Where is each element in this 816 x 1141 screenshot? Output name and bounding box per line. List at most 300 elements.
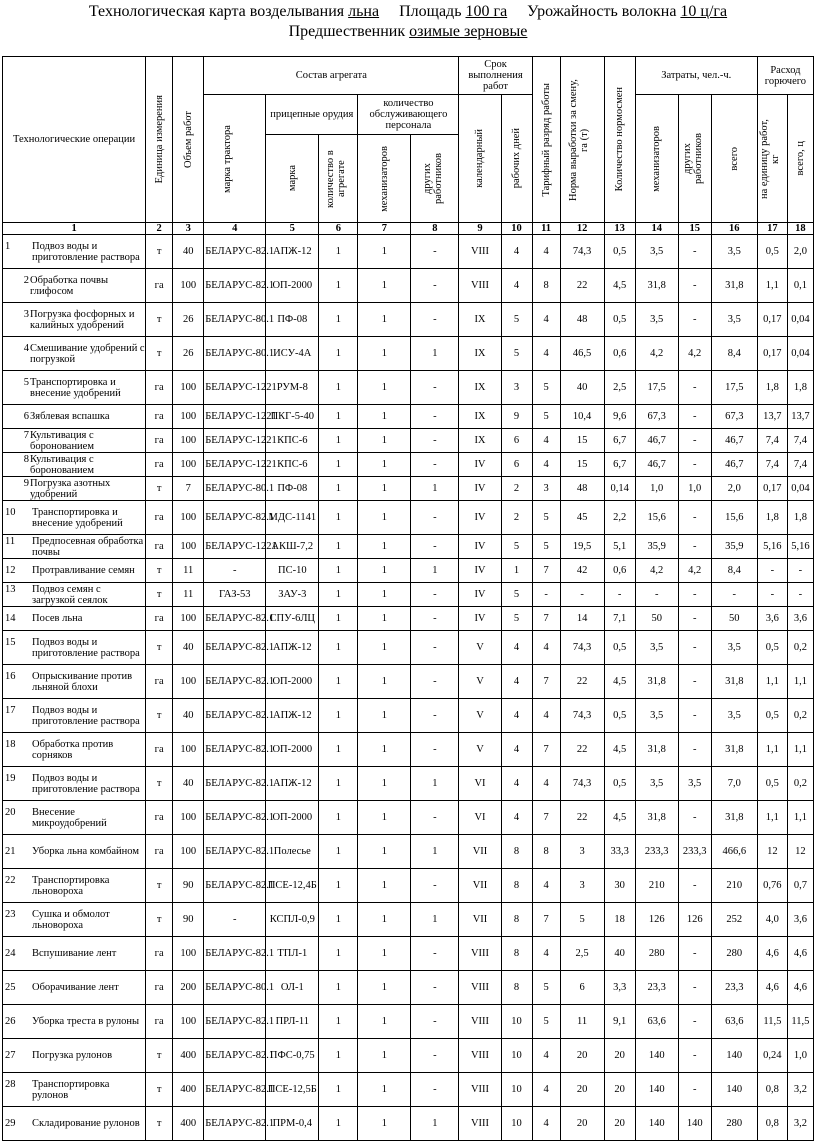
tractor-brand-cell: БЕЛАРУС-82.1: [204, 269, 266, 303]
implement-count-cell: 1: [319, 235, 358, 269]
operation-cell: [3, 1039, 146, 1073]
operation-number: 1: [5, 240, 11, 252]
fuel-total-cell: -: [787, 583, 813, 607]
operation-number: 24: [5, 948, 16, 959]
calendar-term-cell: IV: [459, 583, 501, 607]
tractor-brand-cell: БЕЛАРУС-82.1: [204, 733, 266, 767]
calendar-term-cell: IV: [459, 477, 501, 501]
tariff-grade-cell: 5: [532, 405, 560, 429]
calendar-term-cell: IX: [459, 337, 501, 371]
calendar-term-cell: VI: [459, 767, 501, 801]
operation-name: Посев льна: [32, 613, 83, 624]
workdays-cell: 4: [501, 699, 532, 733]
fuel-total-cell: 1,8: [787, 501, 813, 535]
operation-cell: [3, 477, 146, 501]
fuel-per-unit-cell: 1,1: [757, 269, 787, 303]
column-index-row: [3, 223, 814, 235]
staff-mechanics-cell: 1: [358, 733, 411, 767]
output-norm-cell: 48: [560, 477, 604, 501]
tractor-brand-cell: БЕЛАРУС-80.1: [204, 303, 266, 337]
tariff-grade-cell: 5: [532, 535, 560, 559]
staff-mechanics-cell: 1: [358, 699, 411, 733]
table-row: [3, 303, 814, 337]
calendar-term-cell: IV: [459, 501, 501, 535]
column-index-cell: 13: [604, 223, 635, 235]
labor-other-cell: -: [678, 501, 711, 535]
volume-cell: 26: [173, 337, 204, 371]
output-norm-cell: 22: [560, 733, 604, 767]
labor-mechanics-cell: 140: [635, 1073, 678, 1107]
norm-shifts-cell: 40: [604, 937, 635, 971]
workdays-cell: 8: [501, 903, 532, 937]
implement-count-cell: 1: [319, 903, 358, 937]
workdays-cell: 8: [501, 835, 532, 869]
table-row: [3, 801, 814, 835]
volume-cell: 40: [173, 631, 204, 665]
output-norm-cell: 22: [560, 801, 604, 835]
operation-cell: [3, 1073, 146, 1107]
calendar-term-cell: VIII: [459, 235, 501, 269]
operation-cell: [3, 835, 146, 869]
staff-mechanics-cell: 1: [358, 535, 411, 559]
labor-mechanics-cell: 233,3: [635, 835, 678, 869]
implement-count-cell: 1: [319, 971, 358, 1005]
tractor-brand-cell: БЕЛАРУС-80.1: [204, 477, 266, 501]
operation-name: Подвоз воды и приготовление раствора: [32, 772, 140, 795]
unit-cell: т: [146, 235, 173, 269]
fuel-per-unit-cell: 0,8: [757, 1073, 787, 1107]
tariff-grade-cell: 5: [532, 371, 560, 405]
staff-other-cell: -: [411, 405, 459, 429]
unit-cell: т: [146, 477, 173, 501]
labor-other-cell: 4,2: [678, 559, 711, 583]
tariff-grade-cell: 4: [532, 1039, 560, 1073]
fuel-total-cell: 4,6: [787, 937, 813, 971]
workdays-cell: 2: [501, 501, 532, 535]
staff-other-cell: -: [411, 869, 459, 903]
table-row: [3, 767, 814, 801]
output-norm-cell: 22: [560, 665, 604, 699]
operations-body: [3, 235, 814, 1141]
staff-other-cell: -: [411, 1039, 459, 1073]
implement-brand-cell: ПФ-08: [266, 477, 319, 501]
labor-total-cell: 280: [711, 937, 757, 971]
unit-cell: га: [146, 429, 173, 453]
output-norm-cell: 3: [560, 835, 604, 869]
table-row: [3, 631, 814, 665]
table-row: [3, 1073, 814, 1107]
staff-mechanics-cell: 1: [358, 405, 411, 429]
fuel-per-unit-cell: 0,5: [757, 631, 787, 665]
operation-number: 18: [5, 738, 16, 750]
operation-name: Транспортировка льновороха: [32, 874, 110, 897]
operation-name: Зяблевая вспашка: [30, 411, 110, 422]
table-row: [3, 269, 814, 303]
table-row: [3, 937, 814, 971]
table-row: [3, 1005, 814, 1039]
col-workdays-header: рабочих дней: [511, 128, 523, 189]
staff-mechanics-cell: 1: [358, 1073, 411, 1107]
implement-count-cell: 1: [319, 607, 358, 631]
implement-count-cell: 1: [319, 559, 358, 583]
calendar-term-cell: IV: [459, 607, 501, 631]
labor-header: Затраты, чел.-ч.: [635, 57, 757, 95]
tariff-grade-cell: 4: [532, 699, 560, 733]
tractor-brand-cell: БЕЛАРУС-82.1: [204, 631, 266, 665]
table-row: [3, 501, 814, 535]
tractor-brand-cell: БЕЛАРУС-82.1: [204, 501, 266, 535]
unit-cell: т: [146, 631, 173, 665]
fuel-total-cell: 3,6: [787, 903, 813, 937]
tractor-brand-cell: БЕЛАРУС-80.1: [204, 337, 266, 371]
fuel-per-unit-cell: 0,8: [757, 1107, 787, 1141]
operation-name: Опрыскивание против льняной блохи: [32, 670, 133, 693]
operation-name: Уборка треста в рулоны: [32, 1016, 140, 1027]
calendar-term-cell: VIII: [459, 1107, 501, 1141]
table-row: [3, 235, 814, 269]
implement-count-cell: 1: [319, 371, 358, 405]
unit-cell: га: [146, 1005, 173, 1039]
staff-other-cell: -: [411, 631, 459, 665]
calendar-term-cell: IX: [459, 429, 501, 453]
unit-cell: т: [146, 1073, 173, 1107]
output-norm-cell: 46,5: [560, 337, 604, 371]
staff-other-cell: -: [411, 607, 459, 631]
tractor-brand-cell: БЕЛАРУС-82.1: [204, 1107, 266, 1141]
implements-header: прицепные орудия: [266, 95, 358, 135]
output-norm-cell: 45: [560, 501, 604, 535]
implement-brand-cell: АКШ-7,2: [266, 535, 319, 559]
labor-other-cell: -: [678, 303, 711, 337]
norm-shifts-cell: 20: [604, 1107, 635, 1141]
norm-shifts-cell: 0,5: [604, 631, 635, 665]
tariff-grade-cell: 4: [532, 235, 560, 269]
labor-total-cell: 140: [711, 1039, 757, 1073]
fuel-total-cell: 4,6: [787, 971, 813, 1005]
fuel-per-unit-cell: 4,6: [757, 937, 787, 971]
implement-brand-cell: ПСЕ-12,4Б: [266, 869, 319, 903]
workdays-cell: 10: [501, 1005, 532, 1039]
staff-other-cell: -: [411, 269, 459, 303]
table-row: [3, 971, 814, 1005]
unit-cell: га: [146, 835, 173, 869]
operation-number: 27: [5, 1050, 16, 1061]
col-staff-mech-header: механизаторов: [378, 145, 390, 212]
labor-mechanics-cell: 23,3: [635, 971, 678, 1005]
operation-number: 3: [23, 308, 29, 320]
unit-cell: га: [146, 269, 173, 303]
fuel-per-unit-cell: 5,16: [757, 535, 787, 559]
tractor-brand-cell: -: [204, 903, 266, 937]
column-index-cell: 5: [266, 223, 319, 235]
implement-count-cell: 1: [319, 631, 358, 665]
norm-shifts-cell: 33,3: [604, 835, 635, 869]
unit-cell: га: [146, 937, 173, 971]
fuel-total-cell: 1,1: [787, 665, 813, 699]
operation-name: Вспушивание лент: [32, 948, 117, 959]
tractor-brand-cell: БЕЛАРУС-82.1: [204, 235, 266, 269]
unit-cell: га: [146, 501, 173, 535]
volume-cell: 40: [173, 235, 204, 269]
implement-brand-cell: ТПЛ-1: [266, 937, 319, 971]
tractor-brand-cell: БЕЛАРУС-1221: [204, 453, 266, 477]
labor-other-cell: -: [678, 235, 711, 269]
fuel-header: Расход горючего: [757, 57, 813, 95]
operation-name: Уборка льна комбайном: [32, 846, 139, 857]
unit-cell: т: [146, 559, 173, 583]
column-index-cell: 6: [319, 223, 358, 235]
labor-total-cell: 46,7: [711, 429, 757, 453]
implement-brand-cell: ИСУ-4А: [266, 337, 319, 371]
operation-name: Погрузка фосфорных и калийных удобрений: [30, 308, 135, 331]
column-index-cell: 7: [358, 223, 411, 235]
col-labor-mech-header: механизаторов: [651, 125, 663, 192]
fuel-total-cell: -: [787, 559, 813, 583]
labor-other-cell: -: [678, 535, 711, 559]
column-index-cell: 15: [678, 223, 711, 235]
fuel-per-unit-cell: 0,5: [757, 767, 787, 801]
col-tariff-header: Тарифный разряд работы: [540, 82, 552, 197]
operation-name: Подвоз воды и приготовление раствора: [32, 636, 140, 659]
table-row: [3, 477, 814, 501]
calendar-term-cell: VIII: [459, 1005, 501, 1039]
fuel-total-cell: 1,1: [787, 733, 813, 767]
labor-other-cell: 126: [678, 903, 711, 937]
output-norm-cell: 6: [560, 971, 604, 1005]
workdays-cell: 9: [501, 405, 532, 429]
labor-other-cell: -: [678, 869, 711, 903]
tractor-brand-cell: БЕЛАРУС-82.1: [204, 937, 266, 971]
unit-cell: га: [146, 371, 173, 405]
labor-total-cell: 3,5: [711, 235, 757, 269]
operation-cell: [3, 937, 146, 971]
fuel-per-unit-cell: 3,6: [757, 607, 787, 631]
implement-brand-cell: АПЖ-12: [266, 235, 319, 269]
labor-other-cell: -: [678, 371, 711, 405]
implement-count-cell: 1: [319, 453, 358, 477]
table-row: [3, 405, 814, 429]
implement-count-cell: 1: [319, 303, 358, 337]
tractor-brand-cell: БЕЛАРУС-82.1: [204, 665, 266, 699]
operation-number: 12: [5, 565, 16, 576]
norm-shifts-cell: 4,5: [604, 801, 635, 835]
col-volume-header: Объем работ: [182, 111, 194, 168]
calendar-term-cell: V: [459, 699, 501, 733]
column-index-cell: 11: [532, 223, 560, 235]
staff-other-cell: -: [411, 429, 459, 453]
norm-shifts-cell: 2,2: [604, 501, 635, 535]
table-row: [3, 559, 814, 583]
fuel-total-cell: 3,6: [787, 607, 813, 631]
calendar-term-cell: VII: [459, 903, 501, 937]
staff-other-cell: -: [411, 453, 459, 477]
staff-other-cell: -: [411, 937, 459, 971]
calendar-term-cell: VII: [459, 869, 501, 903]
composition-header: Состав агрегата: [204, 57, 459, 95]
implement-count-cell: 1: [319, 1107, 358, 1141]
fuel-total-cell: 0,2: [787, 767, 813, 801]
output-norm-cell: 19,5: [560, 535, 604, 559]
volume-cell: 100: [173, 835, 204, 869]
table-row: [3, 583, 814, 607]
implement-count-cell: 1: [319, 869, 358, 903]
col-calendar-header: календарный: [474, 129, 486, 188]
operation-name: Культивация с боронованием: [30, 429, 94, 452]
staff-other-cell: 1: [411, 767, 459, 801]
volume-cell: 100: [173, 665, 204, 699]
operation-number: 6: [23, 411, 29, 422]
fuel-total-cell: 1,0: [787, 1039, 813, 1073]
fuel-per-unit-cell: 7,4: [757, 453, 787, 477]
column-index-cell: 4: [204, 223, 266, 235]
col-fuel-total-header: всего, ц: [794, 141, 806, 176]
document-title: [0, 2, 816, 22]
labor-total-cell: 31,8: [711, 801, 757, 835]
fuel-per-unit-cell: 1,1: [757, 801, 787, 835]
implement-brand-cell: АПЖ-12: [266, 699, 319, 733]
tractor-brand-cell: БЕЛАРУС-82.1: [204, 869, 266, 903]
labor-total-cell: 23,3: [711, 971, 757, 1005]
operation-cell: [3, 903, 146, 937]
workdays-cell: 5: [501, 303, 532, 337]
operation-cell: [3, 559, 146, 583]
labor-other-cell: -: [678, 631, 711, 665]
labor-total-cell: 31,8: [711, 269, 757, 303]
col-fuel-unit-header: на единицу работ, кг: [759, 118, 782, 199]
table-row: [3, 733, 814, 767]
fuel-total-cell: 0,1: [787, 269, 813, 303]
labor-other-cell: 1,0: [678, 477, 711, 501]
staff-mechanics-cell: 1: [358, 801, 411, 835]
operation-cell: [3, 303, 146, 337]
labor-mechanics-cell: 46,7: [635, 429, 678, 453]
tractor-brand-cell: ГАЗ-53: [204, 583, 266, 607]
staff-other-cell: -: [411, 583, 459, 607]
labor-total-cell: 67,3: [711, 405, 757, 429]
labor-mechanics-cell: 67,3: [635, 405, 678, 429]
implement-count-cell: 1: [319, 699, 358, 733]
operation-number: 26: [5, 1016, 16, 1027]
norm-shifts-cell: 4,5: [604, 269, 635, 303]
staff-other-cell: 1: [411, 903, 459, 937]
fuel-total-cell: 12: [787, 835, 813, 869]
implement-count-cell: 1: [319, 733, 358, 767]
operation-number: 14: [5, 613, 16, 624]
norm-shifts-cell: 6,7: [604, 453, 635, 477]
operation-name: Подвоз воды и приготовление раствора: [32, 704, 140, 727]
tech-card-table: [2, 56, 814, 1141]
volume-cell: 40: [173, 699, 204, 733]
calendar-term-cell: VIII: [459, 1073, 501, 1107]
labor-other-cell: -: [678, 665, 711, 699]
staff-mechanics-cell: 1: [358, 869, 411, 903]
operation-name: Погрузка рулонов: [32, 1050, 113, 1061]
staff-other-cell: -: [411, 699, 459, 733]
volume-cell: 100: [173, 1005, 204, 1039]
operation-number: 2: [23, 274, 29, 286]
staff-mechanics-cell: 1: [358, 337, 411, 371]
norm-shifts-cell: 4,5: [604, 733, 635, 767]
volume-cell: 100: [173, 371, 204, 405]
fuel-per-unit-cell: 1,1: [757, 665, 787, 699]
labor-mechanics-cell: 17,5: [635, 371, 678, 405]
norm-shifts-cell: 9,1: [604, 1005, 635, 1039]
tariff-grade-cell: 4: [532, 1107, 560, 1141]
labor-other-cell: -: [678, 1005, 711, 1039]
implement-brand-cell: ПРЛ-11: [266, 1005, 319, 1039]
unit-cell: га: [146, 733, 173, 767]
tariff-grade-cell: 8: [532, 835, 560, 869]
tariff-grade-cell: 7: [532, 733, 560, 767]
operation-cell: [3, 235, 146, 269]
staff-other-cell: -: [411, 501, 459, 535]
tractor-brand-cell: БЕЛАРУС-82.1: [204, 835, 266, 869]
fuel-per-unit-cell: 1,8: [757, 501, 787, 535]
norm-shifts-cell: 0,5: [604, 303, 635, 337]
staff-mechanics-cell: 1: [358, 559, 411, 583]
table-row: [3, 835, 814, 869]
col-labor-other-header: других работников: [681, 133, 704, 184]
labor-other-cell: -: [678, 405, 711, 429]
column-index-cell: 17: [757, 223, 787, 235]
calendar-term-cell: VI: [459, 801, 501, 835]
operation-name: Предпосевная обработка почвы: [32, 535, 144, 558]
fuel-total-cell: 3,2: [787, 1073, 813, 1107]
workdays-cell: 5: [501, 607, 532, 631]
implement-count-cell: 1: [319, 767, 358, 801]
unit-cell: т: [146, 699, 173, 733]
fuel-per-unit-cell: 0,17: [757, 477, 787, 501]
norm-shifts-cell: 20: [604, 1073, 635, 1107]
table-row: [3, 607, 814, 631]
fuel-per-unit-cell: 4,0: [757, 903, 787, 937]
fuel-per-unit-cell: 13,7: [757, 405, 787, 429]
fuel-per-unit-cell: 0,5: [757, 699, 787, 733]
implement-brand-cell: ПРМ-0,4: [266, 1107, 319, 1141]
labor-other-cell: 4,2: [678, 337, 711, 371]
implement-brand-cell: ОП-2000: [266, 801, 319, 835]
tariff-grade-cell: 3: [532, 477, 560, 501]
volume-cell: 11: [173, 583, 204, 607]
implement-brand-cell: ЗАУ-3: [266, 583, 319, 607]
norm-shifts-cell: 0,5: [604, 235, 635, 269]
operation-cell: [3, 371, 146, 405]
output-norm-cell: 20: [560, 1073, 604, 1107]
output-norm-cell: 74,3: [560, 235, 604, 269]
column-index-cell: 8: [411, 223, 459, 235]
operation-cell: [3, 607, 146, 631]
implement-count-cell: 1: [319, 477, 358, 501]
volume-cell: 200: [173, 971, 204, 1005]
labor-other-cell: -: [678, 937, 711, 971]
fuel-per-unit-cell: 0,17: [757, 337, 787, 371]
tractor-brand-cell: -: [204, 559, 266, 583]
staff-mechanics-cell: 1: [358, 607, 411, 631]
labor-mechanics-cell: 63,6: [635, 1005, 678, 1039]
staff-mechanics-cell: 1: [358, 453, 411, 477]
labor-mechanics-cell: 140: [635, 1039, 678, 1073]
operation-number: 4: [23, 342, 29, 354]
staff-mechanics-cell: 1: [358, 767, 411, 801]
labor-mechanics-cell: 31,8: [635, 665, 678, 699]
operation-number: 9: [23, 477, 29, 489]
calendar-term-cell: IX: [459, 405, 501, 429]
output-norm-cell: 22: [560, 269, 604, 303]
implement-brand-cell: ОП-2000: [266, 269, 319, 303]
operation-number: 28: [5, 1078, 16, 1090]
tariff-grade-cell: 4: [532, 937, 560, 971]
output-norm-cell: 40: [560, 371, 604, 405]
